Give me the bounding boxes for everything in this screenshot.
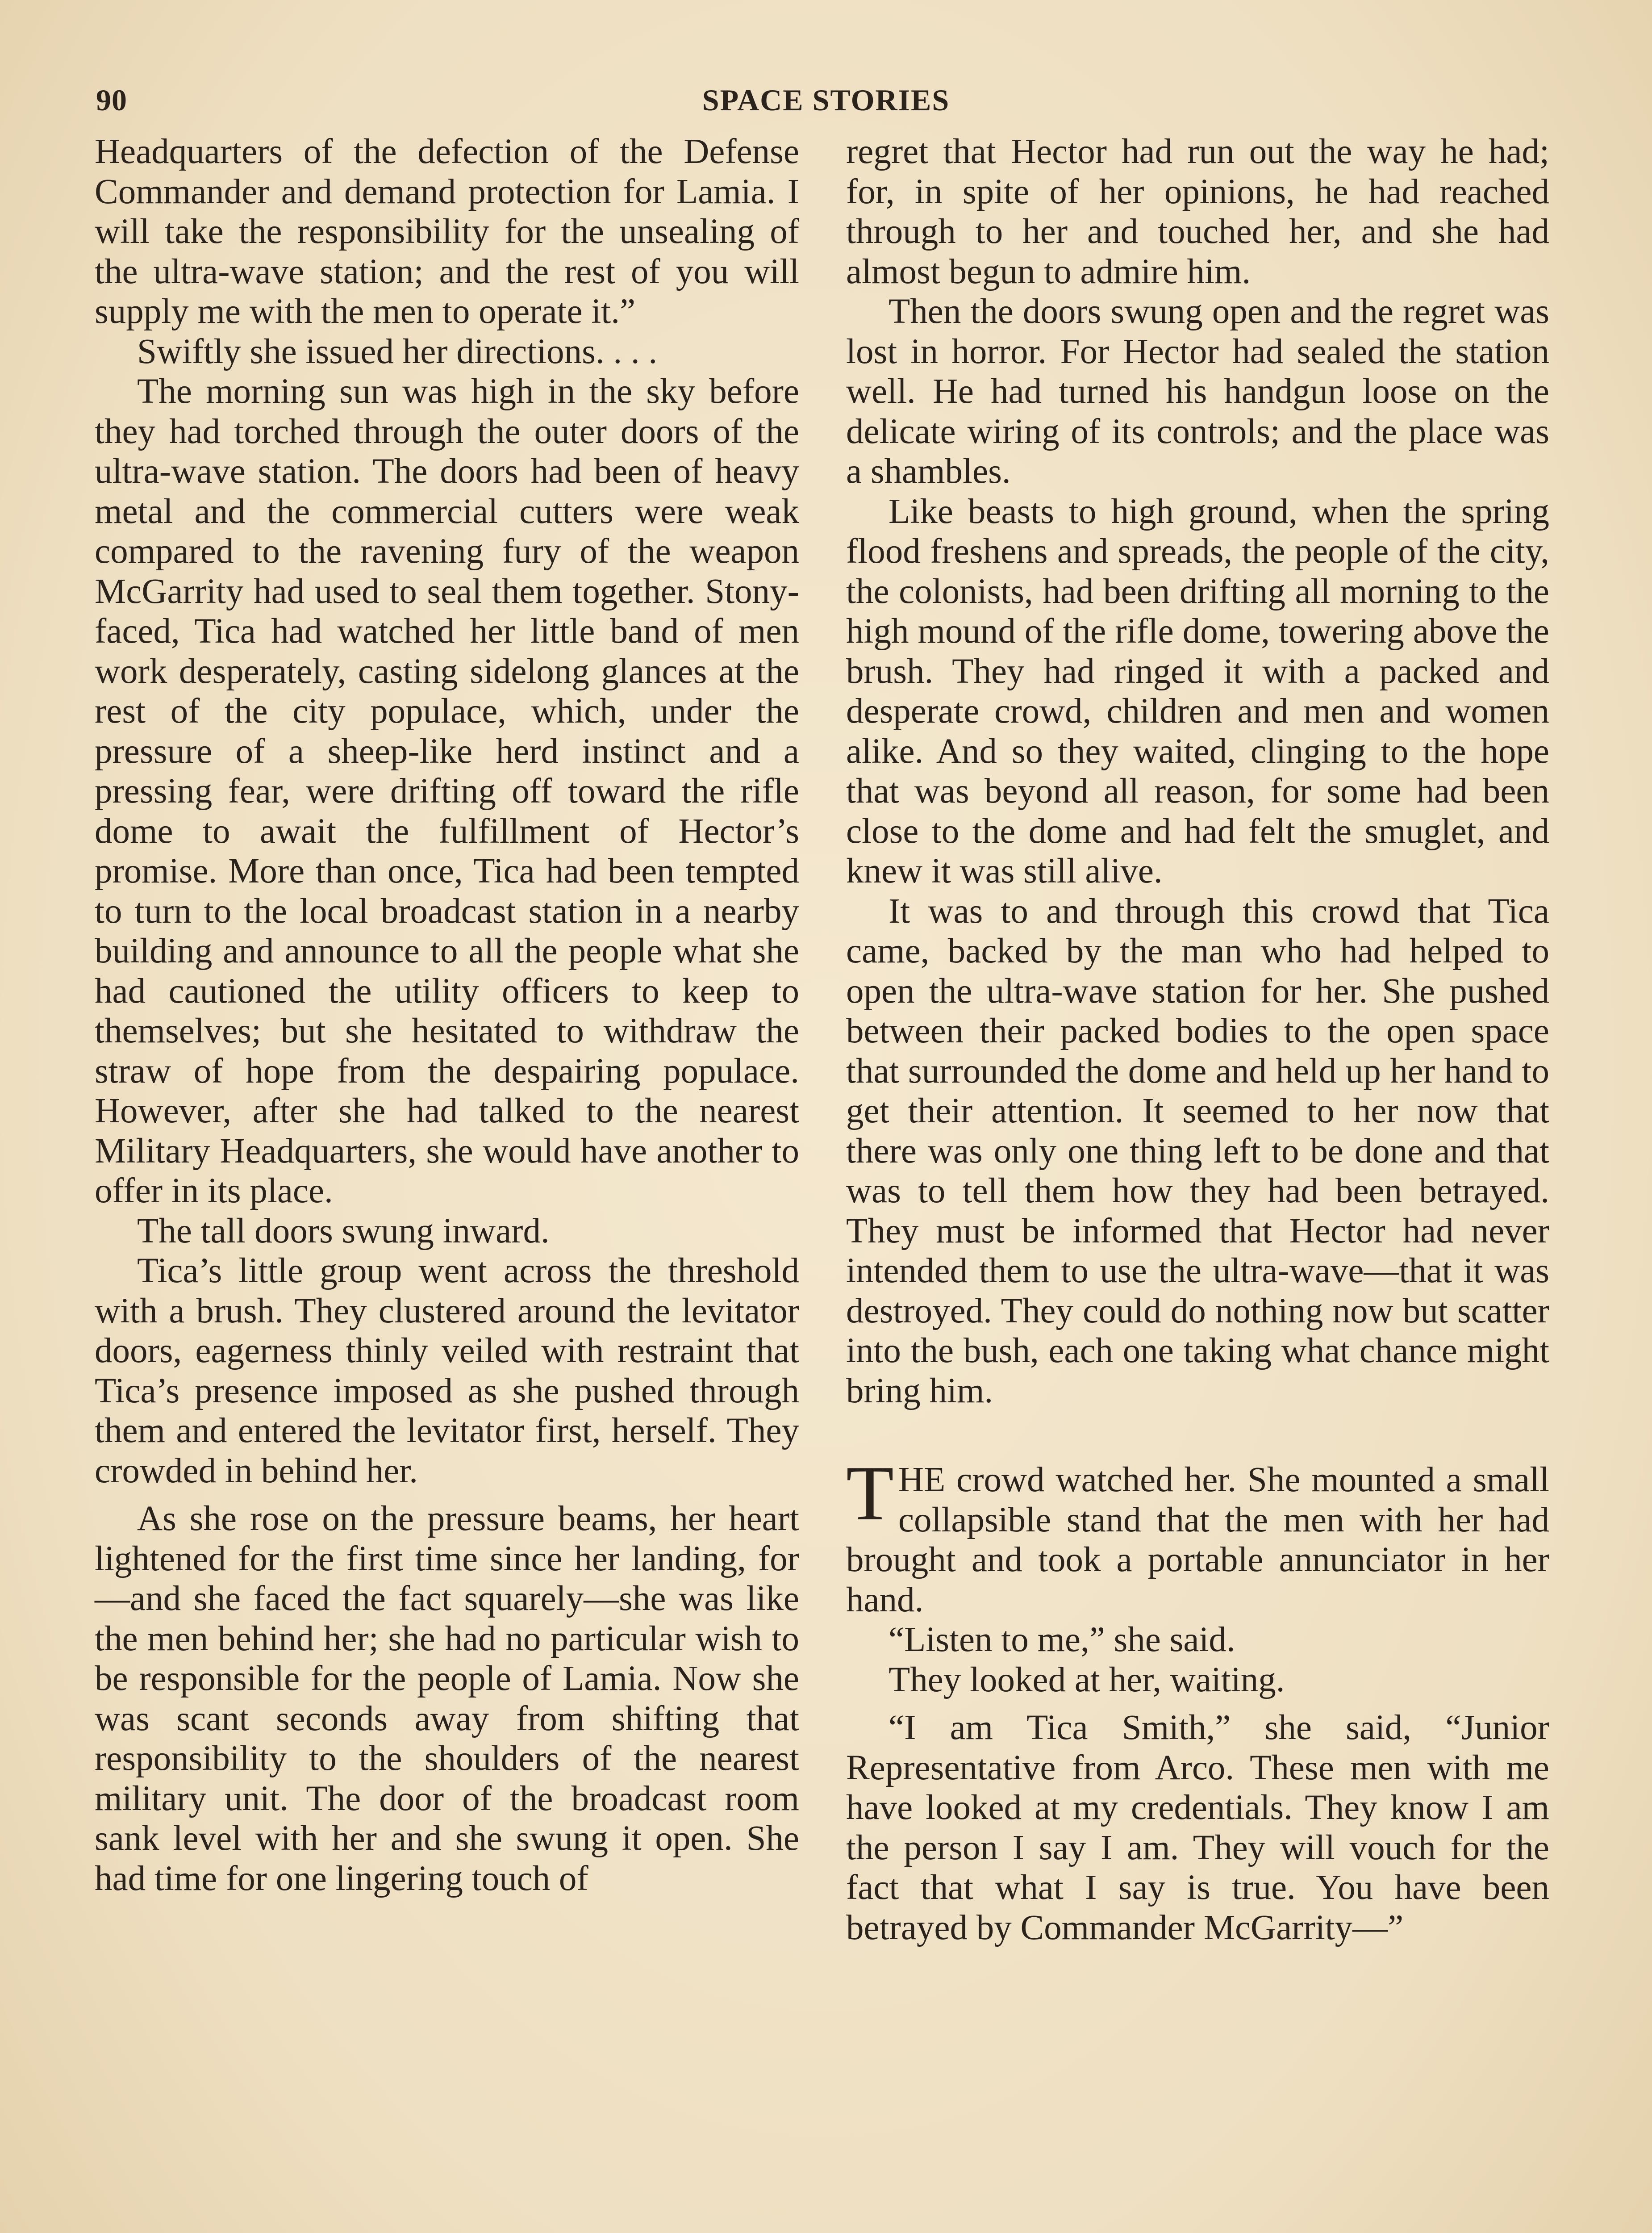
paragraph: Then the doors swung open and the regret was lost in horror. For Hector had sealed the station well. He had turned his handgun loose on the delicate wiring of its controls; and the place was a shambles. <box>846 292 1549 491</box>
paragraph: Swiftly she issued her directions. . . . <box>137 332 658 371</box>
paragraph: Tica’s little group went across the threshold with a brush. They clustered around the levitator doors, eagerness thinly veiled with restraint that Tica’s presence imposed as she pushed through them and entered the levitator first, herself. They crowded in behind her. <box>95 1251 799 1490</box>
section-opening-text: HE crowd watched her. She mounted a small collapsible stand that the men with her had brought and took a portable annunciator in her hand. <box>846 1460 1549 1619</box>
drop-cap: T <box>846 1450 894 1536</box>
paragraph: “I am Tica Smith,” she said, “Junior Representative from Arco. These men with me have looked at my credentials. They know I am the person I say I am. They will vouch for the fact that what I say is true. You have been betrayed by Commander McGarrity—” <box>846 1708 1549 1947</box>
paragraph: It was to and through this crowd that Tica came, backed by the man who had helped to open the ultra-wave station for her. She pushed between their packed bodies to the open space that surrounded the dome and held up her hand to get their attention. It seemed to her now that there was only one thing left to be done and that was to tell them how they had been betrayed. They must be informed that Hector had never intended them to use the ultra-wave—that it was destroyed. They could do nothing now but scatter into the bush, each one taking what chance might bring him. <box>846 891 1549 1410</box>
paragraph: regret that Hector had run out the way he had; for, in spite of her opinions, he had reached through to her and touched her, and she had almost begun to admire him. <box>846 132 1549 291</box>
paragraph: “Listen to me,” she said. <box>889 1620 1235 1659</box>
paragraph: Like beasts to high ground, when the spring flood freshens and spreads, the people of the city, the colonists, had been drifting all morning to the high mound of the rifle dome, towering above the brush. They had ringed it with a packed and desperate crowd, children and men and women alike. And so they waited, clinging to the hope that was beyond all reason, for some had been close to the dome and had felt the smuglet, and knew it was still alive. <box>846 492 1549 891</box>
paragraph: They looked at her, waiting. <box>889 1660 1285 1699</box>
left-column <box>95 132 799 1898</box>
right-column <box>846 132 1549 1948</box>
paragraph: As she rose on the pressure beams, her heart lightened for the first time since her landing, for—and she faced the fact squarely—she was like the men behind her; she had no particular wish to be responsible for the people of Lamia. Now she was scant seconds away from shifting that responsibility to the shoulders of the nearest military unit. The door of the broadcast room sank level with her and she swung it open. She had time for one lingering touch of <box>95 1499 799 1898</box>
magazine-title: SPACE STORIES <box>702 83 950 117</box>
page-header <box>96 83 1556 132</box>
paragraph: Headquarters of the defection of the Defense Commander and demand protection for Lamia. I will take the responsibility for the unsealing of the ultra-wave station; and the rest of you will supply me with the men to operate it.” <box>95 132 799 331</box>
section-opening-paragraph <box>846 1450 1549 1620</box>
section-break <box>846 1450 1549 1948</box>
paragraph: The tall doors swung inward. <box>137 1211 550 1250</box>
page-number: 90 <box>96 83 127 117</box>
paragraph: The morning sun was high in the sky before they had torched through the outer doors of the ultra-wave station. The doors had been of heavy metal and the commercial cutters were weak compared to the ravening fury of the weapon McGarrity had used to seal them together. Stony-faced, Tica had watched her little band of men work desperately, casting sidelong glances at the rest of the city populace, which, under the pressure of a sheep-like herd instinct and a pressing fear, were drifting off toward the rifle dome to await the fulfillment of Hector’s promise. More than once, Tica had been tempted to turn to the local broadcast station in a nearby building and announce to all the people what she had cautioned the utility officers to keep to themselves; but she hesitated to withdraw the straw of hope from the despairing populace. However, after she had talked to the nearest Military Headquarters, she would have another to offer in its place. <box>95 372 799 1210</box>
